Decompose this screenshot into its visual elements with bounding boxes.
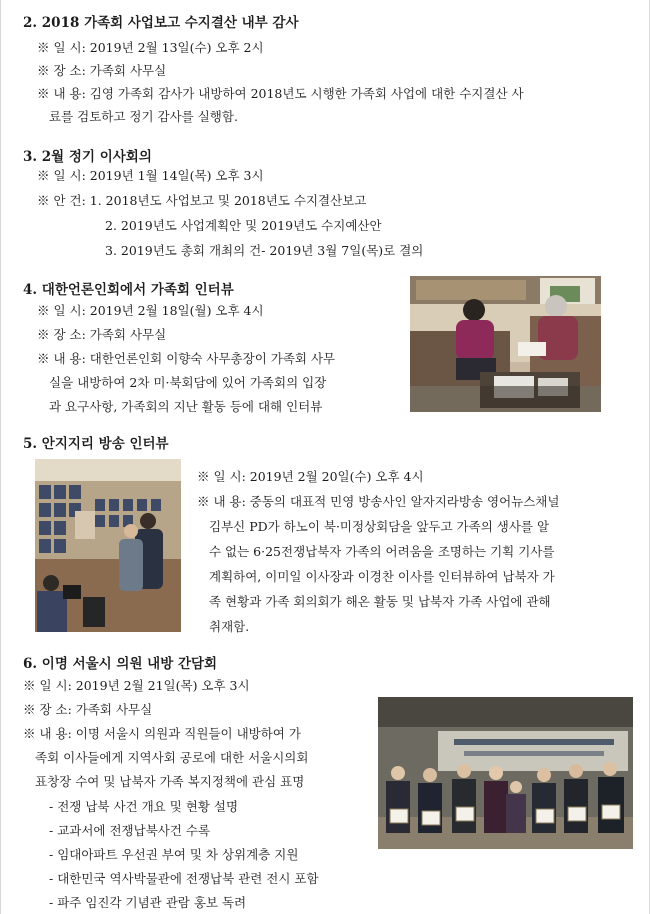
section-3-date: ※ 일 시: 2019년 1월 14일(목) 오후 3시 [37,168,264,183]
interview-photo [410,276,601,412]
section-4-date: ※ 일 시: 2019년 2월 18일(월) 오후 4시 [37,303,264,318]
section-6-bullet-3: - 임대아파트 우선권 부여 및 차 상위계층 지원 [49,847,299,862]
section-5-content: ※ 내 용: 중동의 대표적 민영 방송사인 알자지라방송 영어뉴스채널 [197,494,560,509]
section-3-agenda-3: 3. 2019년도 총회 개최의 건- 2019년 3월 7일(목)로 결의 [105,243,424,258]
section-6-bullet-2: - 교과서에 전쟁납북사건 수록 [49,823,211,838]
section-5-content-cont-1: 김부신 PD가 하노이 북·미정상회담을 앞두고 가족의 생사를 알 [209,519,550,534]
section-2-date: ※ 일 시: 2019년 2월 13일(수) 오후 2시 [37,40,264,55]
section-6-place: ※ 장 소: 가족회 사무실 [23,702,153,717]
section-6-content-cont-1: 족회 이사들에게 지역사회 공로에 대한 서울시의회 [35,750,309,765]
section-6-date: ※ 일 시: 2019년 2월 21일(목) 오후 3시 [23,678,250,693]
section-5-date: ※ 일 시: 2019년 2월 20일(수) 오후 4시 [197,469,424,484]
section-5-content-cont-3: 계획하여, 이미일 이사장과 이경찬 이사를 인터뷰하여 납북자 가 [209,569,555,584]
section-4-content: ※ 내 용: 대한언론인회 이향숙 사무총장이 가족회 사무 [37,351,336,366]
section-4-content-cont-2: 과 요구사항, 가족회의 지난 활동 등에 대해 인터뷰 [49,399,323,414]
section-6-content-cont-2: 표창장 수여 및 납북자 가족 복지정책에 관심 표명 [35,774,305,789]
section-6-bullet-4: - 대한민국 역사박물관에 전쟁납북 관련 전시 포함 [49,871,319,886]
section-4-place: ※ 장 소: 가족회 사무실 [37,327,167,342]
section-6-content: ※ 내 용: 이명 서울시 의원과 직원들이 내방하여 가 [23,726,301,741]
section-2-title: 2. 2018 가족회 사업보고 수지결산 내부 감사 [23,15,299,31]
section-6-title: 6. 이명 서울시 의원 내방 간담회 [23,656,218,672]
section-2-content: ※ 내 용: 김영 가족회 감사가 내방하여 2018년도 시행한 가족회 사업에 대한 수지결산 사 [37,86,524,101]
section-5-content-cont-2: 수 없는 6·25전쟁납북자 가족의 어려움을 조명하는 기획 기사를 [209,544,555,559]
section-2-place: ※ 장 소: 가족회 사무실 [37,63,167,78]
section-5-title: 5. 안지지리 방송 인터뷰 [23,436,169,452]
section-2-content-cont: 료를 검토하고 정기 감사를 실행함. [49,109,238,124]
section-4-title: 4. 대한언론인회에서 가족회 인터뷰 [23,282,234,298]
section-4-content-cont-1: 실을 내방하여 2차 미·북회담에 있어 가족회의 입장 [49,375,327,390]
broadcast-interview-photo [35,459,181,632]
award-group-photo [378,697,633,849]
section-6-bullet-1: - 전쟁 납북 사건 개요 및 현황 설명 [49,799,239,814]
section-3-agenda-2: 2. 2019년도 사업계획안 및 2019년도 수지예산안 [105,218,382,233]
section-3-agenda-1: ※ 안 건: 1. 2018년도 사업보고 및 2018년도 수지결산보고 [37,193,367,208]
section-5-content-cont-4: 족 현황과 가족 회의회가 해온 활동 및 납북자 가족 사업에 관해 [209,594,551,609]
section-3-title: 3. 2월 정기 이사회의 [23,149,152,165]
section-5-content-cont-5: 취재함. [209,619,250,634]
section-6-bullet-5: - 파주 임진각 기념관 관람 홍보 독려 [49,895,247,910]
